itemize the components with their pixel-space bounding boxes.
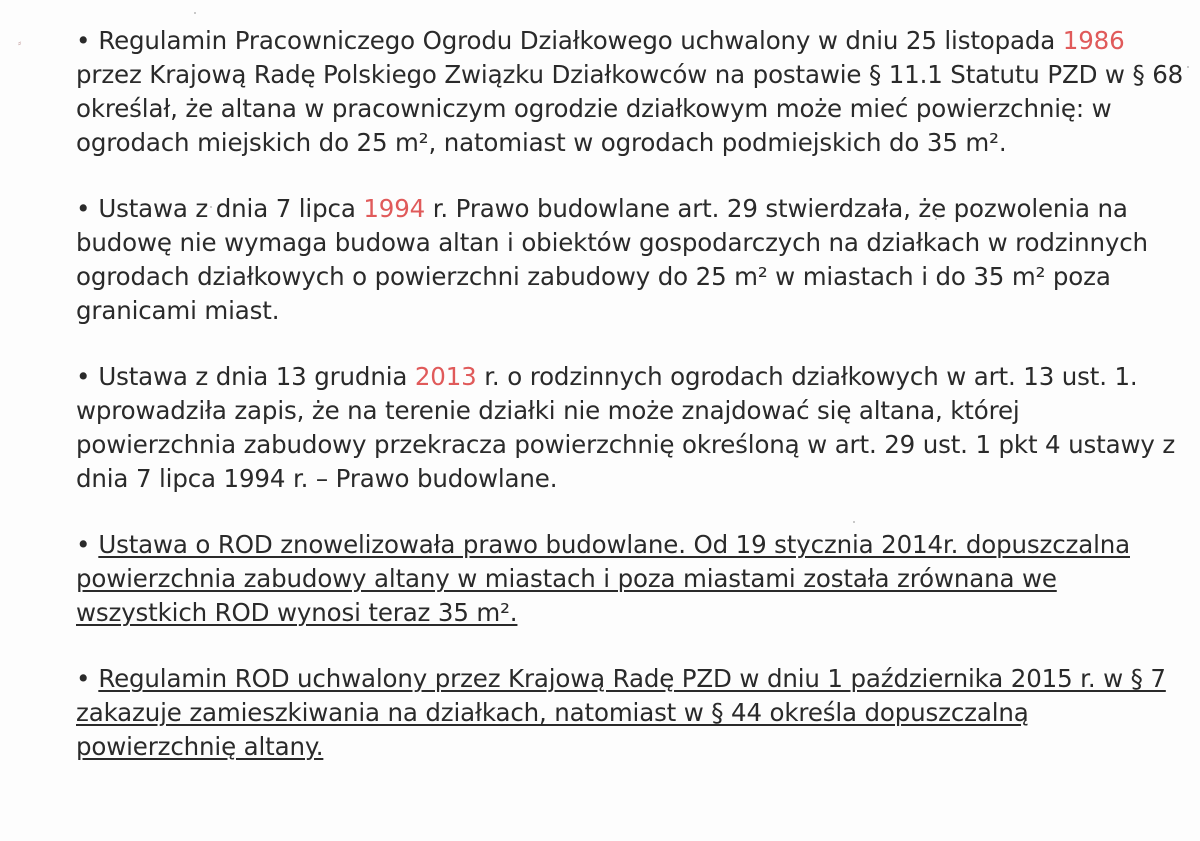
paragraph-2-text-a: Ustawa z dnia 7 lipca — [98, 194, 364, 223]
paragraph-2 — [76, 192, 1186, 328]
bullet: • — [76, 530, 91, 559]
scan-speck — [1187, 66, 1189, 68]
paragraph-3 — [76, 360, 1186, 496]
bullet: • — [76, 362, 91, 391]
year-1994: 1994 — [363, 194, 426, 223]
bullet: • — [76, 26, 91, 55]
paragraph-5-underlined-text: Regulamin ROD uchwalony przez Krajową Radę PZD w dniu 1 października 2015 r. w § 7 zakazuje zamieszkiwania na działkach, natomiast w § 44 określa dopuszczalną powierzchnię altany. — [76, 664, 1166, 761]
document-body — [76, 24, 1186, 764]
bullet: • — [76, 664, 91, 693]
paragraph-3-text-b: r. o rodzinnych ogrodach działkowych w art. 13 ust. 1. wprowadziła zapis, że na terenie działki nie może znajdować się altana, której powierzchnia zabudowy przekracza powierzchnię określoną w art. 29 ust. 1 pkt 4 ustawy z dnia 7 lipca 1994 r. – Prawo budowlane. — [76, 362, 1176, 493]
scan-mark: ⸗ — [18, 38, 22, 49]
paragraph-1-text-a: Regulamin Pracowniczego Ogrodu Działkowego uchwalony w dniu 25 listopada — [98, 26, 1063, 55]
paragraph-1 — [76, 24, 1186, 160]
paragraph-4 — [76, 528, 1186, 630]
paragraph-2-text-b: r. Prawo budowlane art. 29 stwierdzała, że pozwolenia na budowę nie wymaga budowa altan i obiektów gospodarczych na działkach w rodzinnych ogrodach działkowych o powierzchni zabudowy do 25 m² w miastach i do 35 m² poza granicami miast. — [76, 194, 1148, 325]
scan-speck — [194, 12, 196, 14]
paragraph-4-underlined-text: Ustawa o ROD znowelizowała prawo budowlane. Od 19 stycznia 2014r. dopuszczalna powierzchnia zabudowy altany w miastach i poza miastami została zrównana we wszystkich ROD wynosi teraz 35 m². — [76, 530, 1130, 627]
year-1986: 1986 — [1062, 26, 1125, 55]
paragraph-5 — [76, 662, 1186, 764]
paragraph-3-text-a: Ustawa z dnia 13 grudnia — [98, 362, 415, 391]
paragraph-1-text-b: przez Krajową Radę Polskiego Związku Działkowców na postawie § 11.1 Statutu PZD w § 68 określał, że altana w pracowniczym ogrodzie działkowym może mieć powierzchnię: w ogrodach miejskich do 25 m², natomiast w ogrodach podmiejskich do 35 m². — [76, 60, 1184, 157]
bullet: • — [76, 194, 91, 223]
year-2013: 2013 — [414, 362, 477, 391]
